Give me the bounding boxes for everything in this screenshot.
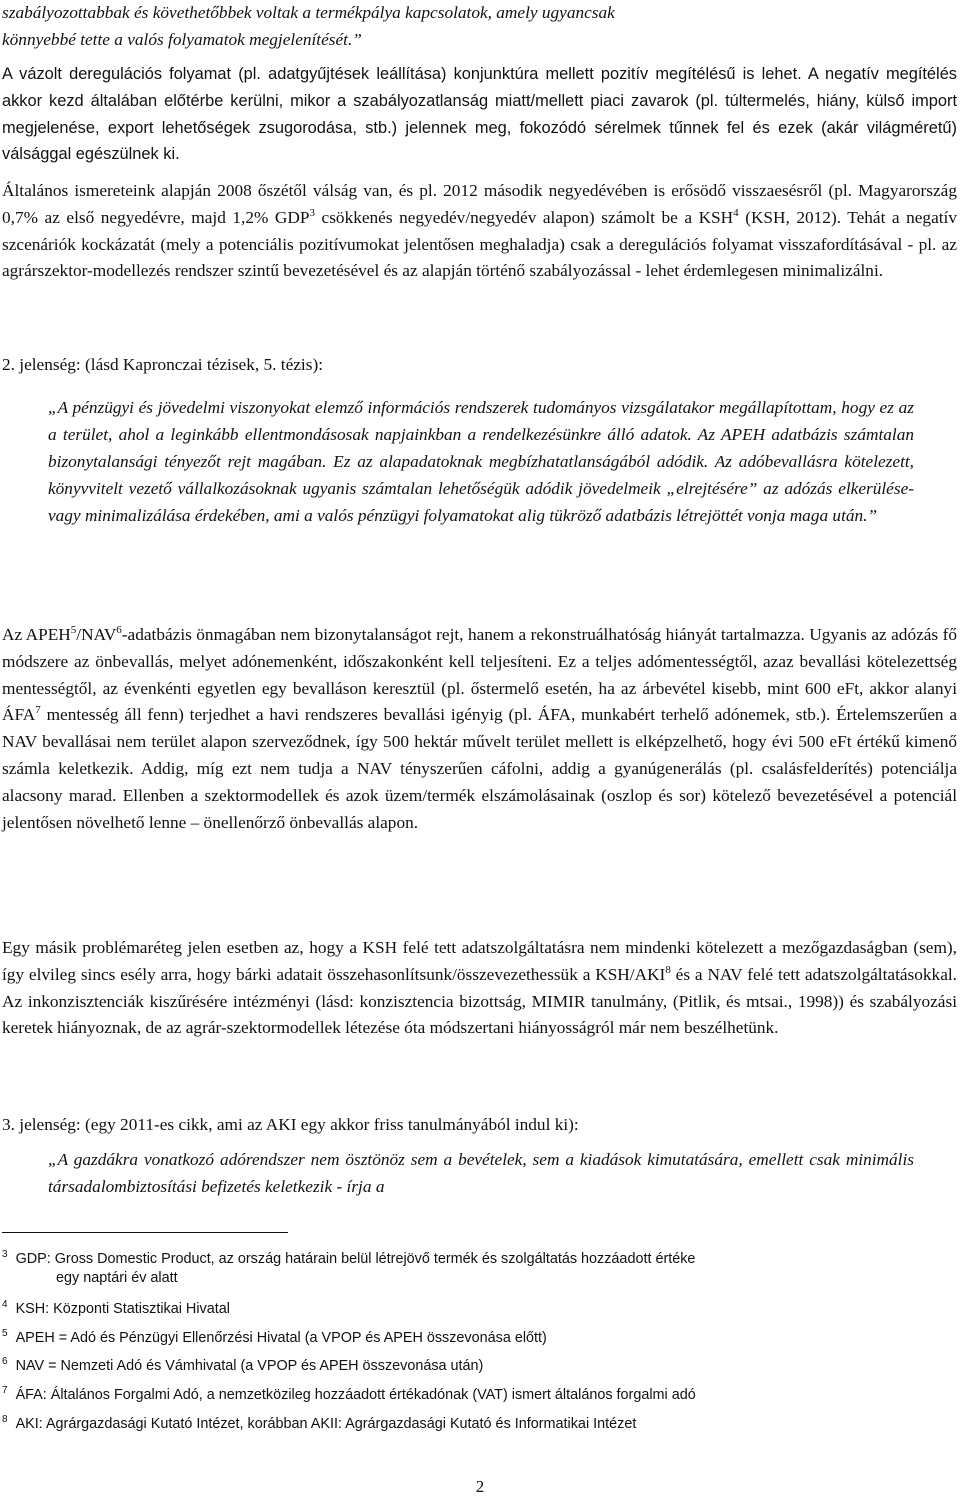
footnote-ref-4: 4 <box>733 207 739 220</box>
footnote-6: $^6$ NAV = Nemzeti Adó és Vámhivatal (a VPOP és APEH összevonása után) <box>2 1356 484 1374</box>
footnote-ref-8: 8 <box>665 964 671 977</box>
footnote-7: $^7$ ÁFA: Általános Forgalmi Adó, a nemzetközileg hozzáadott értékadónak (VAT) ismert általános forgalmi adó <box>2 1385 696 1403</box>
footnote-4: $^4$ KSH: Központi Statisztikai Hivatal <box>2 1299 230 1317</box>
footnote-ref-5: 5 <box>70 624 77 637</box>
footnote-separator <box>2 1232 288 1233</box>
paragraph-quote-end <box>2 0 957 54</box>
footnote-5: $^5$ APEH = Adó és Pénzügyi Ellenőrzési Hivatal (a VPOP és APEH összevonása előtt) <box>2 1328 547 1346</box>
footnote-8: $^8$ AKI: Agrárgazdasági Kutató Intézet, korábban AKII: Agrárgazdasági Kutató és Informatikai Intézet <box>2 1414 637 1432</box>
quote-end-line1: szabályozottabbak és követhetőbbek voltak a termékpálya kapcsolatok, amely ugyancsak <box>2 3 615 22</box>
footnote-3: $^3$ GDP: Gross Domestic Product, az ország határain belül létrejövő termék és szolgáltatás hozzáadott értéke egy naptári év alatt <box>2 1249 696 1286</box>
paragraph-ksh: Egy másik problémaréteg jelen esetben az, hogy a KSH felé tett adatszolgáltatásra nem mindenki kötelezett a mezőgazdaságban (sem), így elvileg sincs esély arra, hogy bárki adatait összehasonlítsunk/összevezethessük a KSH/AKI$^8$ és a NAV felé tett adatszolgáltatásokkal. Az inkonzisztenciák kiszűrésére intézményi (lásd: konzisztencia bizottság, MIMIR tanulmány, (Pitlik, és mtsai., 1998)) és szabályozási keretek hiányoznak, de az agrár-szektormodellek létezése óta módszertani hiányosságról már nem beszélhetünk. <box>2 938 957 1038</box>
quote-aki: „A gazdákra vonatkozó adórendszer nem ösztönöz sem a bevételek, sem a kiadások kimutatására, emellett csak minimális társadalombiztosítási befizetés keletkezik - írja a <box>48 1150 914 1196</box>
paragraph-apeh-nav: Az APEH$^5$/NAV$^6$-adatbázis önmagában nem bizonytalanságot rejt, hanem a rekonstruálhatóság hiányát tartalmazza. Ugyanis az adózás fő módszere az önbevallás, melyet adónemenként, időszakonként kell teljesíteni. Ez a teljes adómentességtől, azaz bevallási kötelezettség mentességtől, az évenkénti egyetlen egy bevalláson keresztül (pl. őstermelő esetén, ha az árbevétel kisebb, mint 600 eFt, akkor alanyi ÁFA$^7$ mentesség áll fenn) terjedhet a havi rendszeres bevallási igényig (pl. ÁFA, munkabért terhelő adónemek, stb.). Értelemszerűen a NAV bevallásai nem terület alapon szerveződnek, így 500 hektár művelt terület mellett is elképzelhető, hogy évi 500 eFt értékű kimenő számla keletkezik. Addig, míg ezt nem tudja a NAV tényszerűen cáfolni, addig a gyanúgenerálás (pl. csalásfelderítés) potenciálja alacsony marad. Ellenben a szektormodellek és azok üzem/termék elszámolásainak (oszlop és sor) kötelező bevezetésével a potenciál jelentősen növelhető lenne – önellenőrző önbevallás alapon. <box>2 624 957 832</box>
section-heading-2: 2. jelenség: (lásd Kapronczai tézisek, 5. tézis): <box>2 355 324 374</box>
footnote-ref-7: 7 <box>35 704 41 717</box>
paragraph-crisis: Általános ismereteink alapján 2008 őszétől válság van, és pl. 2012 második negyedévében is erősödő visszaesésről (pl. Magyarország 0,7% az első negyedévre, majd 1,2% GDP$^3$ csökkenés negyedév/negyedév alapon) számolt be a KSH$^4$ (KSH, 2012). Tehát a negatív szcenáriók kockázatát (mely a potenciális pozitívumokat jelentősen meghaladja) csak a deregulációs folyamat visszafordításával - pl. az agrárszektor-modellezés rendszer szintű bevezetésével és az alapján történő szabályozással - lehet érdemlegesen minimalizálni. <box>2 181 957 281</box>
quote-end-line2: könnyebbé tette a valós folyamatok megjelenítését.” <box>2 29 362 49</box>
footnote-ref-6: 6 <box>116 624 122 637</box>
paragraph-deregulation: A vázolt deregulációs folyamat (pl. adatgyűjtések leállítása) konjunktúra mellett pozitív megítélésű is lehet. A negatív megítélés akkor kezd általában előtérbe kerülni, mikor a szabályozatlanság miatt/mellett piaci zavarok (pl. túltermelés, hiány, külső import megjelenése, export lehetőségek zsugorodása, stb.) jelennek meg, fokozódó sérelmek tűnnek fel és ezek (akár világméretű) válsággal egészülnek ki. <box>2 65 957 164</box>
page-number: 2 <box>475 1477 485 1496</box>
footnote-ref-3: 3 <box>309 207 315 220</box>
quote-kapronczai: „A pénzügyi és jövedelmi viszonyokat elemző információs rendszerek tudományos vizsgálatakor megállapítottam, hogy ez az a terület, ahol a leginkább ellentmondásosak napjainkban a rendelkezésünkre álló adatok. Az APEH adatbázis számtalan bizonytalansági tényezőt rejt magában. Ez az alapadatoknak megbízhatatlanságából adódik. Az adóbevallásra kötelezett, könyvvitelt vezető vállalkozásoknak ugyanis számtalan lehetőségük adódik jövedelmeik „elrejtésére” az adózás elkerülése- vagy minimalizálása érdekében, ami a valós pénzügyi folyamatokat alig tükröző adatbázis létrejöttét vonja maga után.” <box>48 398 914 525</box>
section-heading-3: 3. jelenség: (egy 2011-es cikk, ami az AKI egy akkor friss tanulmányából indul ki): <box>2 1115 579 1134</box>
